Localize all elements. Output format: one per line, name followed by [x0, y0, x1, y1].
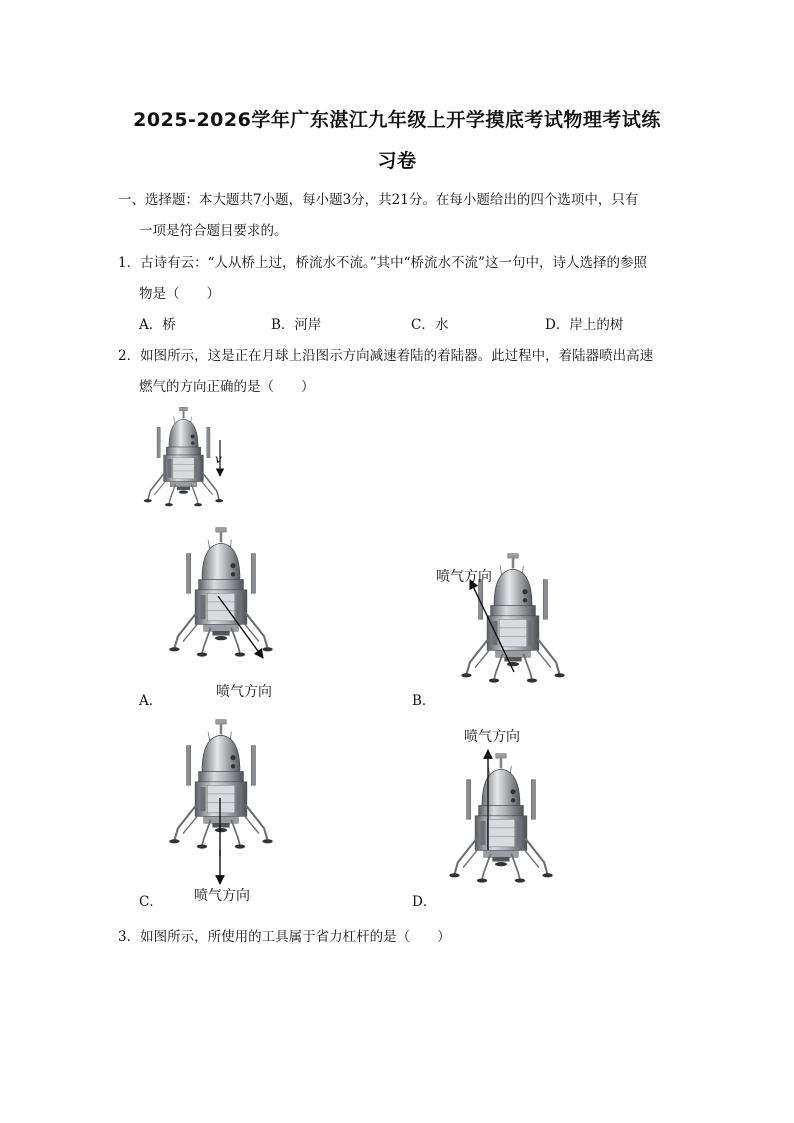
section1-instructions-line2: 一项是符合题目要求的。: [139, 223, 288, 239]
option-b-letter[interactable]: B．: [412, 693, 436, 709]
q2-stem-line2: 燃气的方向正确的是（ ）: [139, 379, 315, 395]
option-c-letter[interactable]: C．: [139, 894, 163, 910]
q1-stem-line2: 物是（ ）: [139, 286, 220, 302]
q1-option-c[interactable]: C．水: [411, 317, 449, 333]
q1-option-a[interactable]: A．桥: [139, 317, 176, 333]
q1-stem-line1: 1．古诗有云：“人从桥上过，桥流水不流。”其中“桥流水不流”这一句中，诗人选择的参照: [118, 255, 647, 271]
velocity-label: v: [215, 452, 222, 466]
option-b-caption: 喷气方向: [436, 569, 492, 585]
q2-stem-line1: 2．如图所示，这是正在月球上沿图示方向减速着陆的着陆器。此过程中，着陆器喷出高速: [118, 348, 654, 364]
option-c-caption: 喷气方向: [194, 888, 250, 904]
option-a-letter[interactable]: A．: [139, 693, 163, 709]
option-a-lander-figure[interactable]: [160, 526, 282, 664]
option-c-lander-figure[interactable]: [160, 718, 282, 856]
exam-title-line2: 习卷: [377, 150, 417, 172]
q1-option-d[interactable]: D．岸上的树: [545, 317, 624, 333]
option-a-caption: 喷气方向: [216, 684, 272, 700]
option-d-arrow: [482, 746, 494, 856]
exam-title-line1: 2025-2026学年广东湛江九年级上开学摸底考试物理考试练: [133, 109, 661, 131]
q3-stem-line1: 3．如图所示，所使用的工具属于省力杠杆的是（ ）: [118, 929, 451, 945]
option-d-letter[interactable]: D．: [412, 894, 437, 910]
section1-instructions-line1: 一、选择题：本大题共7小题，每小题3分，共21分。在每小题给出的四个选项中，只有: [118, 192, 639, 208]
option-d-lander-figure[interactable]: [440, 752, 562, 890]
option-c-arrow-tail: [214, 850, 226, 890]
option-d-caption: 喷气方向: [464, 729, 520, 745]
q1-option-b[interactable]: B．河岸: [271, 317, 322, 333]
